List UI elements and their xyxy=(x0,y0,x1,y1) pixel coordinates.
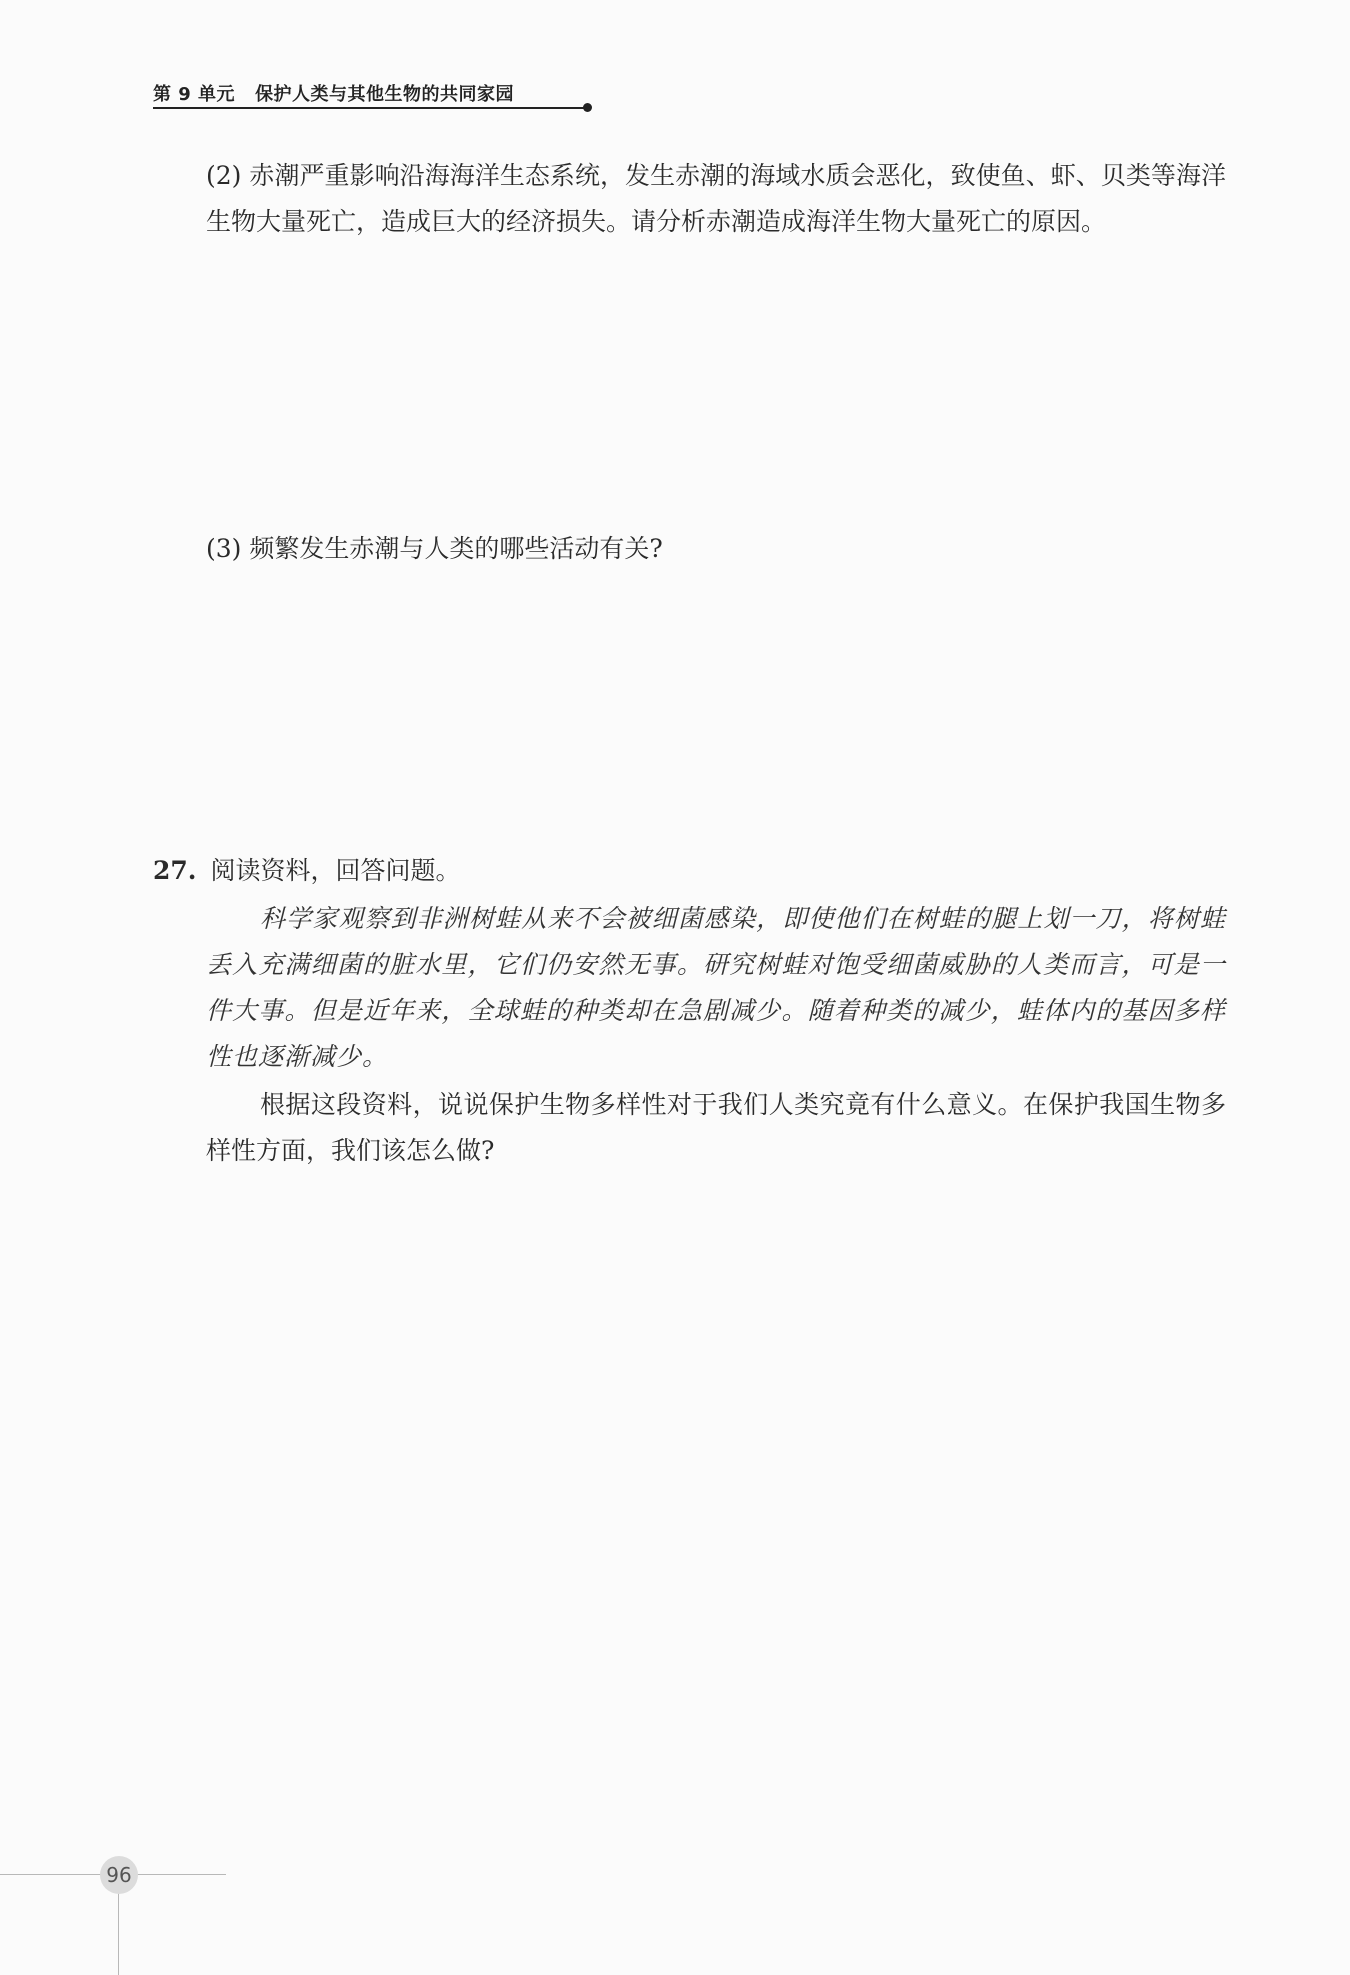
question-2-text: (2) 赤潮严重影响沿海海洋生态系统，发生赤潮的海域水质会恶化，致使鱼、虾、贝类等海洋生物大量死亡，造成巨大的经济损失。请分析赤潮造成海洋生物大量死亡的原因。 xyxy=(206,161,1226,236)
unit-label: 第 9 单元 xyxy=(153,84,236,105)
unit-title: 保护人类与其他生物的共同家园 xyxy=(255,84,515,105)
question-27-ask: 根据这段资料，说说保护生物多样性对于我们人类究竟有什么意义。在保护我国生物多样性方面，我们该怎么做? xyxy=(206,1090,1226,1165)
question-27-heading xyxy=(153,848,1253,894)
reading-material: 科学家观察到非洲树蛙从来不会被细菌感染，即使他们在树蛙的腿上划一刀，将树蛙丢入充满细菌的脏水里，它们仍安然无事。研究树蛙对饱受细菌威胁的人类而言，可是一件大事。但是近年来，全球蛙的种类却在急剧减少。随着种类的减少，蛙体内的基因多样性也逐渐减少。 xyxy=(206,904,1226,1071)
header-rule xyxy=(153,107,587,109)
chapter-header xyxy=(153,80,514,106)
page-number: 96 xyxy=(100,1856,138,1894)
header-rule-dot xyxy=(583,103,592,112)
question-27-prompt: 阅读资料，回答问题。 xyxy=(210,856,461,885)
question-3-text: (3) 频繁发生赤潮与人类的哪些活动有关? xyxy=(206,534,663,563)
question-27-number: 27. xyxy=(153,856,197,885)
